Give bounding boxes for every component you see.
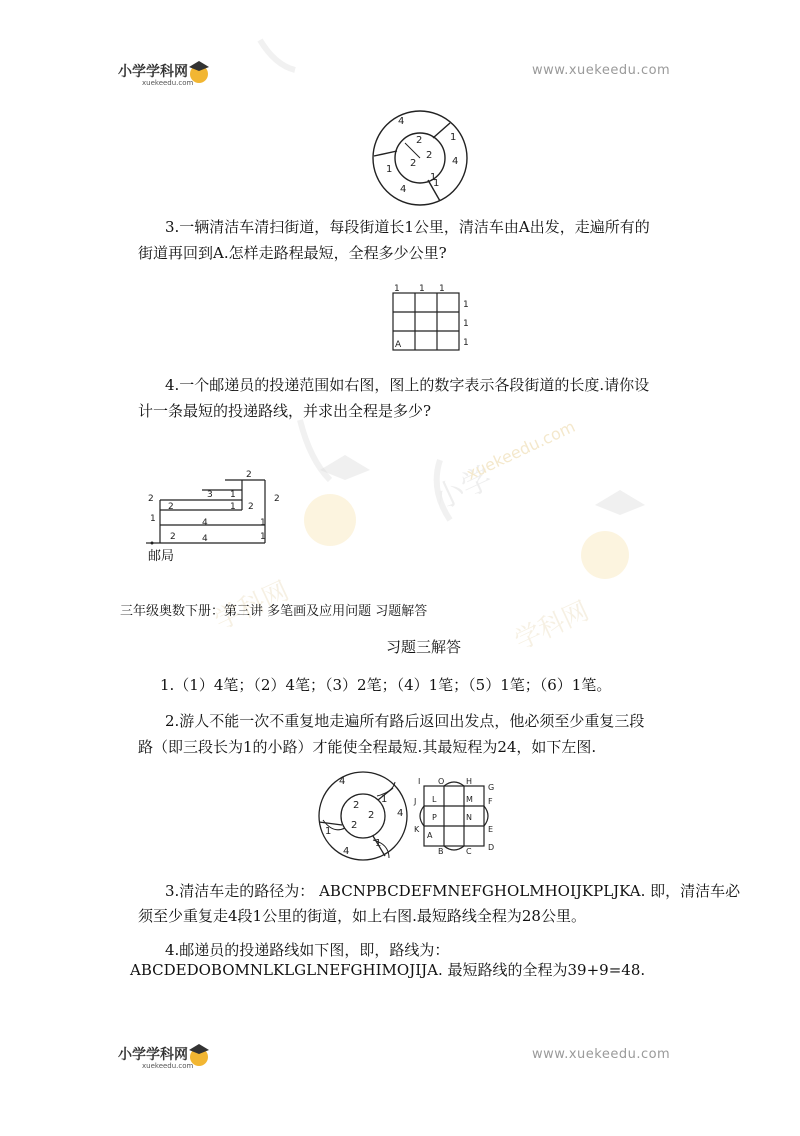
figure-postman-map xyxy=(140,465,290,564)
fig4-label: 2 xyxy=(353,800,360,811)
fig2-corner-label: A xyxy=(395,340,402,350)
fig4-label: 4 xyxy=(343,846,350,857)
fig3-label: 1 xyxy=(260,532,266,542)
fig3-label: 4 xyxy=(202,518,208,528)
problem-4-line2: 计一条最短的投递路线，并求出全程是多少? xyxy=(138,402,432,420)
fig4-label: 2 xyxy=(351,820,358,831)
section-caption: 三年级奥数下册：第三讲 多笔画及应用问题 习题解答 xyxy=(120,604,428,619)
fig1-label: 2 xyxy=(416,135,423,146)
footer-logo xyxy=(118,1038,213,1078)
fig5-label: A xyxy=(427,831,433,840)
fig3-label: 2 xyxy=(148,494,154,504)
fig5-label: N xyxy=(466,813,472,822)
fig5-label: K xyxy=(414,825,420,834)
fig5-label: D xyxy=(488,843,495,852)
fig3-label: 1 xyxy=(260,518,266,528)
fig4-label: 4 xyxy=(339,776,346,787)
fig5-label: C xyxy=(466,847,472,856)
answers-title: 习题三解答 xyxy=(386,638,462,656)
answer-4-line2: ABCDEDOBOMNLKLGLNEFGHIMOJIJA. 最短路线的全程为39+9=48. xyxy=(130,961,646,979)
fig4-label: 4 xyxy=(397,808,404,819)
answer-3-line2: 须至少重复走4段1公里的街道，如上右图.最短路线全程为28公里。 xyxy=(138,907,586,925)
post-office-label: 邮局 xyxy=(148,549,175,564)
watermark-url: xuekeedu.com xyxy=(463,416,579,484)
fig1-label: 2 xyxy=(410,158,417,169)
fig1-label: 1 xyxy=(430,172,437,183)
fig5-label: E xyxy=(488,825,494,834)
fig5-label: J xyxy=(414,797,417,806)
fig5-label: G xyxy=(488,783,495,792)
fig5-label: H xyxy=(466,777,473,786)
fig3-label: 2 xyxy=(246,470,252,480)
fig2-right-label: 1 xyxy=(463,319,469,329)
fig5-label: I xyxy=(418,777,421,786)
fig5-label: B xyxy=(438,847,444,856)
answer-3-line1: 3.清洁车走的路径为： ABCNPBCDEFMNEFGHOLMHOIJKPLJKA. 即，清洁车必 xyxy=(165,882,741,900)
problem-3-line1: 3.一辆清洁车清扫街道，每段街道长1公里，清洁车由A出发，走遍所有的 xyxy=(165,218,650,236)
answer-2-line2: 路（即三段长为1的小路）才能使全程最短.其最短程为24，如下左图. xyxy=(138,738,597,756)
figure-circle-roads xyxy=(370,108,470,212)
fig2-right-label: 1 xyxy=(463,338,469,348)
fig5-label: P xyxy=(432,813,437,822)
svg-text:学科网: 学科网 xyxy=(210,576,294,637)
fig3-label: 1 xyxy=(230,502,236,512)
fig3-label: 2 xyxy=(274,494,280,504)
header-logo-sub: xuekeedu.com xyxy=(142,79,194,87)
header-logo-text: 小学学科网 xyxy=(118,64,188,80)
fig5-label: O xyxy=(438,777,445,786)
answer-1: 1.（1）4笔；（2）4笔；（3）2笔；（4）1笔；（5）1笔；（6）1笔。 xyxy=(160,676,612,694)
watermark-cn: 小学 xyxy=(428,460,498,518)
fig4-label: 2 xyxy=(368,810,375,821)
fig1-label: 1 xyxy=(450,132,457,143)
answer-2-line1: 2.游人不能一次不重复地走遍所有路后返回出发点，他必须至少重复三段 xyxy=(165,712,645,730)
figure-grid-streets xyxy=(385,283,475,359)
fig1-label: 1 xyxy=(386,164,393,175)
fig3-label: 2 xyxy=(248,502,254,512)
fig3-label: 2 xyxy=(168,502,174,512)
header-logo xyxy=(118,55,213,95)
figure-answer-circle xyxy=(315,770,411,866)
footer-site-url: www.xuekeedu.com xyxy=(532,1047,671,1062)
fig3-label: 3 xyxy=(207,490,213,500)
fig4-label: 1 xyxy=(381,794,388,805)
fig1-label: 2 xyxy=(426,150,433,161)
footer-logo-sub: xuekeedu.com xyxy=(142,1062,194,1070)
svg-text:学科网: 学科网 xyxy=(510,596,594,657)
fig2-top-label: 1 xyxy=(419,284,425,294)
fig3-label: 2 xyxy=(170,532,176,542)
fig3-label: 4 xyxy=(202,534,208,544)
problem-3-line2: 街道再回到A.怎样走路程最短，全程多少公里? xyxy=(138,244,447,262)
figure-answer-grid xyxy=(408,774,500,860)
fig2-right-label: 1 xyxy=(463,300,469,310)
footer-logo-text: 小学学科网 xyxy=(118,1047,188,1063)
fig4-label: 1 xyxy=(375,838,382,849)
fig3-label: 1 xyxy=(230,490,236,500)
fig2-top-label: 1 xyxy=(439,284,445,294)
fig1-label: 4 xyxy=(400,184,407,195)
fig2-top-label: 1 xyxy=(394,284,400,294)
fig5-label: F xyxy=(488,797,493,806)
fig1-label: 1 xyxy=(433,178,440,189)
fig4-label: 1 xyxy=(325,826,332,837)
fig1-label: 4 xyxy=(452,156,459,167)
fig5-label: M xyxy=(466,795,473,804)
header-site-url: www.xuekeedu.com xyxy=(532,63,671,78)
answer-4-line1: 4.邮递员的投递路线如下图，即，路线为： xyxy=(165,941,450,959)
fig1-label: 4 xyxy=(398,116,405,127)
fig5-label: L xyxy=(432,795,437,804)
fig3-label: 1 xyxy=(150,514,156,524)
problem-4-line1: 4.一个邮递员的投递范围如右图，图上的数字表示各段街道的长度.请你设 xyxy=(165,376,650,394)
